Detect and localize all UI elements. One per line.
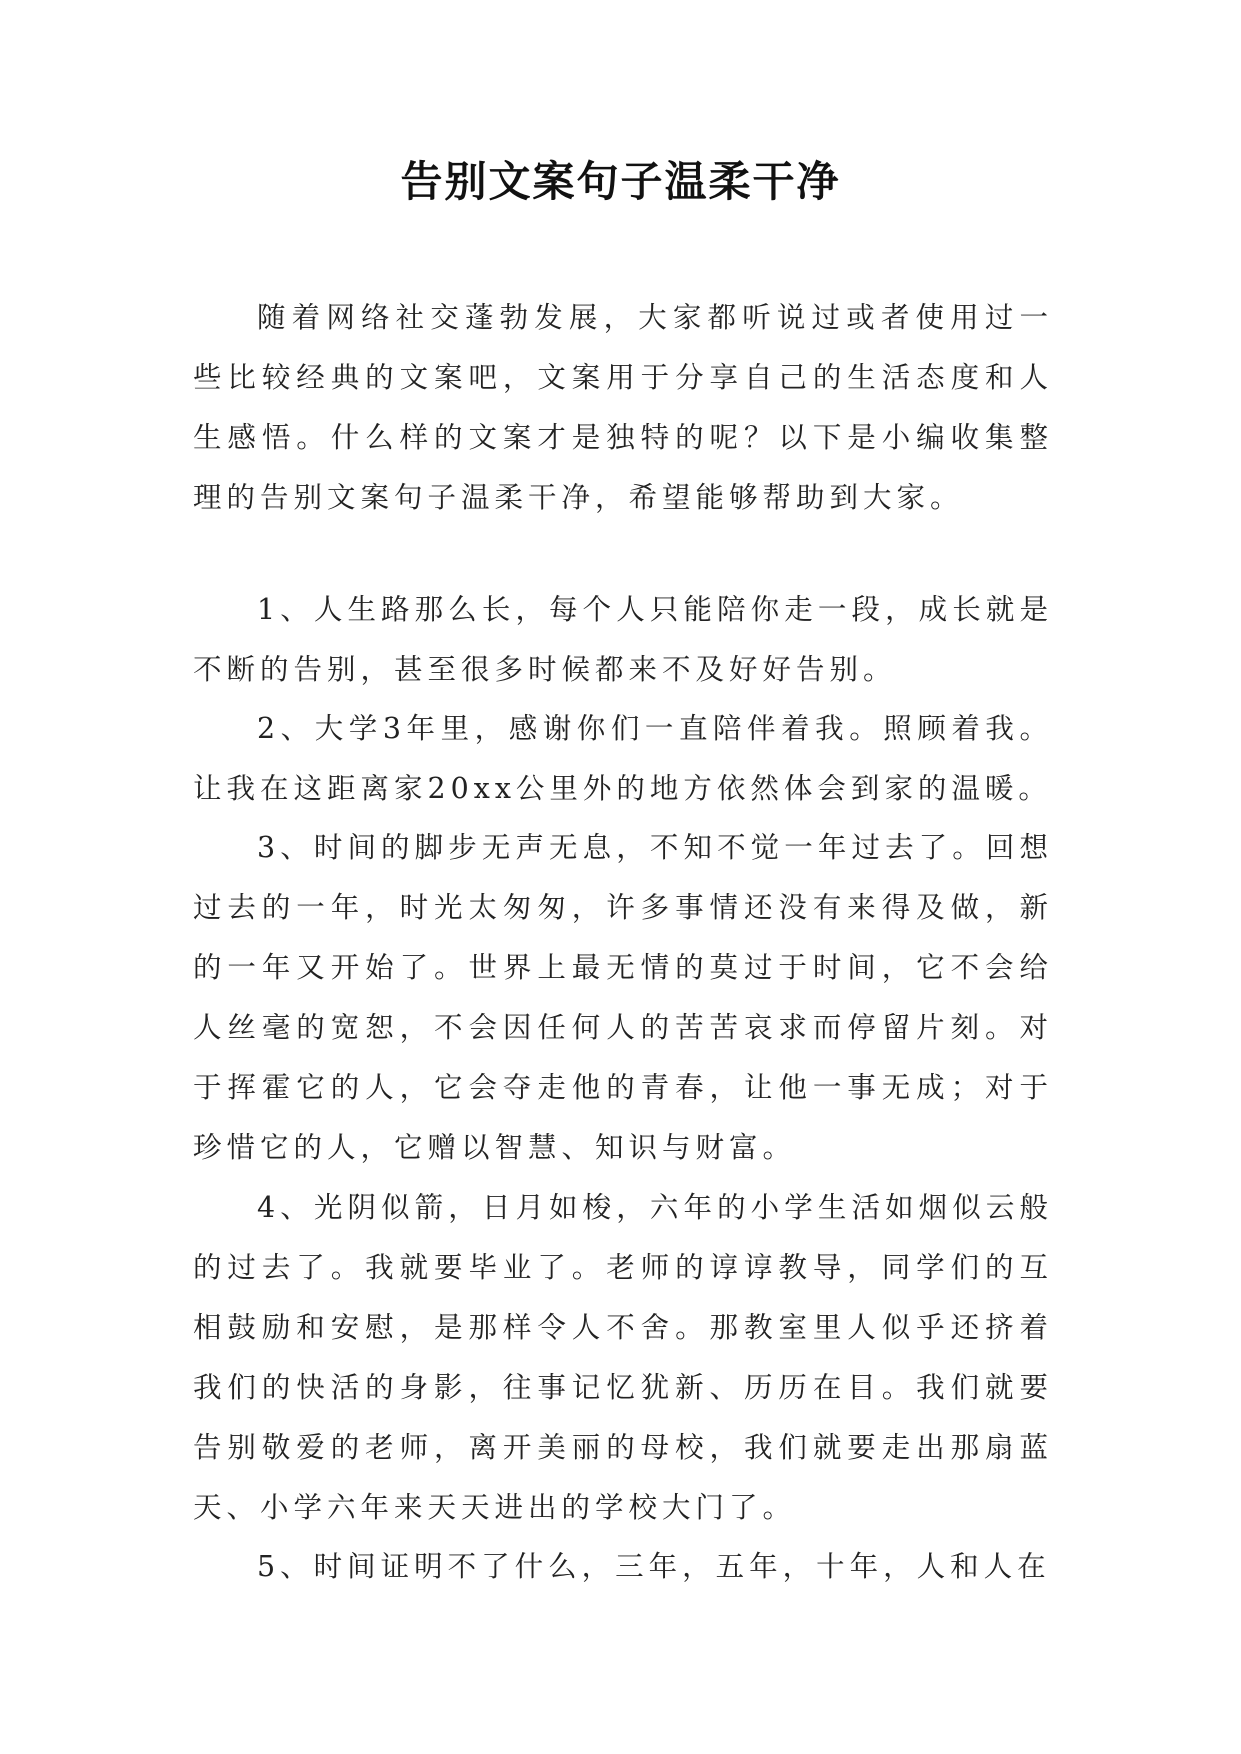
document-title: 告别文案句子温柔干净 bbox=[400, 157, 841, 206]
list-item: 5、时间证明不了什么，三年，五年，十年，人和人在 bbox=[257, 1550, 1051, 1583]
list-item: 4、光阴似箭，日月如梭，六年的小学生活如烟似云般的过去了。我就要毕业了。老师的谆谆教导，同学们的互相鼓励和安慰，是那样令人不舍。那教室里人似乎还挤着我们的快活的身影，往事记忆犹新、历历在目。我们就要告别敬爱的老师，离开美丽的母校，我们就要走出那扇蓝天、小学六年来天天进出的学校大门了。 bbox=[193, 1191, 1053, 1524]
list-item: 1、人生路那么长，每个人只能陪你走一段，成长就是不断的告别，甚至很多时候都来不及好好告别。 bbox=[193, 593, 1053, 686]
list-item: 3、时间的脚步无声无息，不知不觉一年过去了。回想过去的一年，时光太匆匆，许多事情还没有来得及做，新的一年又开始了。世界上最无情的莫过于时间，它不会给人丝毫的宽恕，不会因任何人的苦苦哀求而停留片刻。对于挥霍它的人，它会夺走他的青春，让他一事无成；对于珍惜它的人，它赠以智慧、知识与财富。 bbox=[193, 831, 1053, 1164]
list-item: 2、大学3年里，感谢你们一直陪伴着我。照顾着我。让我在这距离家20xx公里外的地方依然体会到家的温暖。 bbox=[193, 712, 1053, 805]
intro-paragraph: 随着网络社交蓬勃发展，大家都听说过或者使用过一些比较经典的文案吧，文案用于分享自己的生活态度和人生感悟。什么样的文案才是独特的呢？以下是小编收集整理的告别文案句子温柔干净，希望能够帮助到大家。 bbox=[193, 301, 1053, 514]
